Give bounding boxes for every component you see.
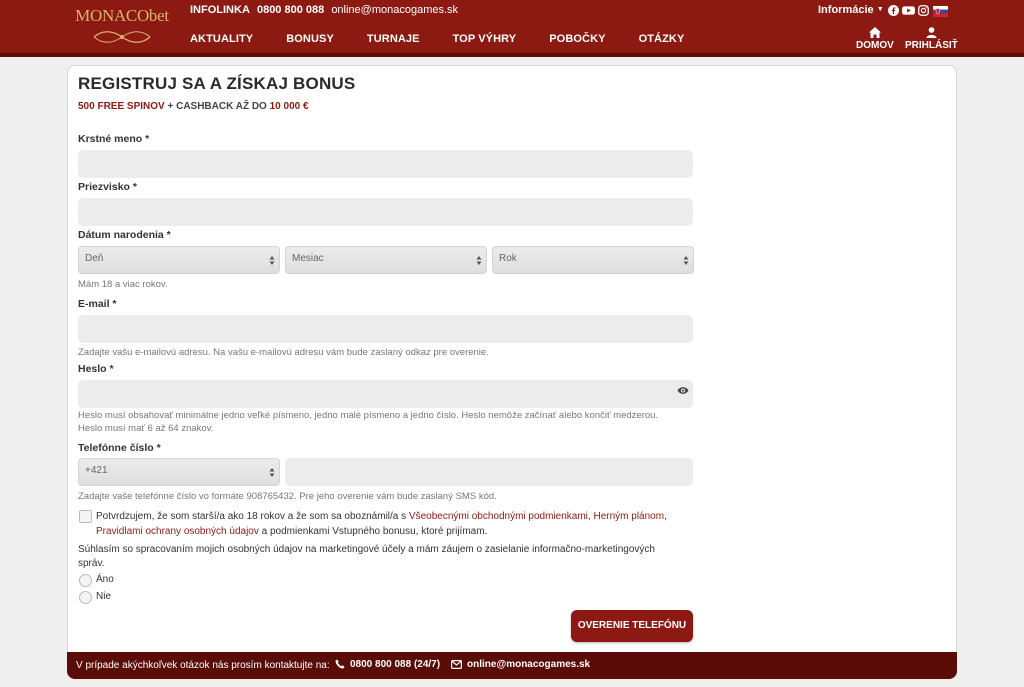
day-select[interactable] xyxy=(78,246,280,274)
dob-label: Dátum narodenia * xyxy=(78,229,171,241)
footer-phone-text: 0800 800 088 (24/7) xyxy=(350,659,441,670)
cashback-text: + CASHBACK AŽ DO xyxy=(164,101,270,112)
home-icon xyxy=(869,27,881,38)
nav-item-top-vyhry[interactable]: TOP VÝHRY xyxy=(452,33,517,45)
phone-input[interactable] xyxy=(285,458,693,486)
year-select[interactable] xyxy=(492,246,694,274)
phone-help: Zadajte vaše telefónne číslo vo formáte 908765432. Pre jeho overenie vám bude zaslaný SMS kód. xyxy=(78,491,497,502)
dob-help: Mám 18 a viac rokov. xyxy=(78,279,168,290)
verify-phone-label: OVERENIE TELEFÓNU xyxy=(577,620,687,631)
footer-email-text: online@monacogames.sk xyxy=(467,659,591,670)
nav-item-turnaje[interactable]: TURNAJE xyxy=(366,33,420,45)
year-select-value: Rok xyxy=(499,253,517,264)
consent-sep-2: , xyxy=(664,511,667,522)
facebook-icon[interactable] xyxy=(888,5,899,16)
month-select-value: Mesiac xyxy=(292,253,324,264)
select-arrows-icon xyxy=(269,466,275,479)
email-label: E-mail * xyxy=(78,298,117,310)
slovak-flag-icon[interactable] xyxy=(933,6,948,17)
monacobet-logo[interactable] xyxy=(74,6,170,50)
email-input[interactable] xyxy=(78,315,693,343)
last-name-label: Priezvisko * xyxy=(78,181,137,193)
terms-checkbox[interactable] xyxy=(79,510,92,523)
select-arrows-icon xyxy=(476,254,482,267)
home-label: DOMOV xyxy=(856,40,894,51)
cashback-amount: 10 000 € xyxy=(269,101,309,112)
caret-down-icon: ▼ xyxy=(876,6,884,13)
consent-sep-1: , xyxy=(587,511,594,522)
phone-label: Telefónne číslo * xyxy=(78,442,161,454)
day-select-value: Deň xyxy=(85,253,104,264)
verify-phone-button[interactable] xyxy=(571,610,693,642)
home-button[interactable] xyxy=(856,27,894,51)
infolinka-phone[interactable]: 0800 800 088 xyxy=(256,4,325,16)
select-arrows-icon xyxy=(683,254,689,267)
informacie-label: Informácie xyxy=(818,4,874,16)
marketing-yes-radio[interactable] xyxy=(79,574,92,587)
instagram-icon[interactable] xyxy=(918,5,929,16)
first-name-label: Krstné meno * xyxy=(78,133,150,145)
login-button[interactable] xyxy=(905,27,958,51)
informacie-dropdown[interactable] xyxy=(818,4,884,16)
consent-text-a: Potvrdzujem, že som starší/a ako 18 rokov a že som sa oboznámil/a s xyxy=(96,511,409,522)
last-name-input[interactable] xyxy=(78,198,693,226)
infolinka xyxy=(190,4,458,16)
login-label: PRIHLÁSIŤ xyxy=(905,40,958,51)
nav-item-bonusy[interactable]: BONUSY xyxy=(286,33,334,45)
nav-item-aktuality[interactable]: AKTUALITY xyxy=(190,33,254,45)
logo-text: MONACObet xyxy=(75,6,169,25)
contact-footer xyxy=(67,652,957,679)
terms-link[interactable]: Všeobecnými obchodnými podmienkami xyxy=(408,511,588,522)
header-divider xyxy=(0,53,1024,57)
envelope-icon xyxy=(451,660,462,669)
password-label: Heslo * xyxy=(78,363,114,375)
eye-icon[interactable] xyxy=(677,386,689,395)
youtube-icon[interactable] xyxy=(902,5,915,16)
first-name-input[interactable] xyxy=(78,150,693,178)
phone-prefix-select[interactable] xyxy=(78,458,280,486)
phone-icon xyxy=(335,659,345,669)
bonus-subtitle xyxy=(78,101,309,112)
footer-email[interactable] xyxy=(451,659,590,670)
password-input[interactable] xyxy=(78,380,693,408)
marketing-consent-text: Súhlasím so spracovaním mojich osobných údajov na marketingové účely a mám záujem o zasielanie informačno-marketingových správ. xyxy=(78,544,655,569)
nav-item-pobocky[interactable]: POBOČKY xyxy=(549,33,606,45)
marketing-yes-label[interactable]: Áno xyxy=(96,574,114,585)
marketing-no-label[interactable]: Nie xyxy=(96,591,112,602)
password-help: Heslo musí obsahovať minimálne jedno veľké písmeno, jedno malé písmeno a jedno číslo. Heslo nemôže začínať alebo končiť medzerou. Heslo musí mať 6 až 64 znakov. xyxy=(78,410,659,434)
phone-prefix-value: +421 xyxy=(85,465,108,476)
user-icon xyxy=(926,27,937,38)
logo-ornament-icon xyxy=(92,28,152,46)
marketing-no-radio[interactable] xyxy=(79,591,92,604)
infolinka-email[interactable]: online@monacogames.sk xyxy=(331,4,459,16)
infolinka-label: INFOLINKA xyxy=(190,4,250,16)
month-select[interactable] xyxy=(285,246,487,274)
privacy-link[interactable]: Pravidlami ochrany osobných údajov xyxy=(96,526,259,537)
page-title: REGISTRUJ SA A ZÍSKAJ BONUS xyxy=(78,74,356,93)
terms-consent-text xyxy=(96,509,676,539)
select-arrows-icon xyxy=(269,254,275,267)
footer-phone[interactable] xyxy=(335,659,440,670)
nav-item-otazky[interactable]: OTÁZKY xyxy=(638,33,685,45)
footer-contact-text: V prípade akýchkoľvek otázok nás prosím kontaktujte na: xyxy=(76,660,330,671)
main-nav xyxy=(190,33,717,45)
game-plan-link[interactable]: Herným plánom xyxy=(593,511,665,522)
email-help: Zadajte vašu e-mailovú adresu. Na vašu e-mailovú adresu vám bude zaslaný odkaz pre overenie. xyxy=(78,347,489,358)
consent-text-b: a podmienkami Vstupného bonusu, ktoré prijímam. xyxy=(258,526,488,537)
free-spins-text: 500 FREE SPINOV xyxy=(78,101,165,112)
